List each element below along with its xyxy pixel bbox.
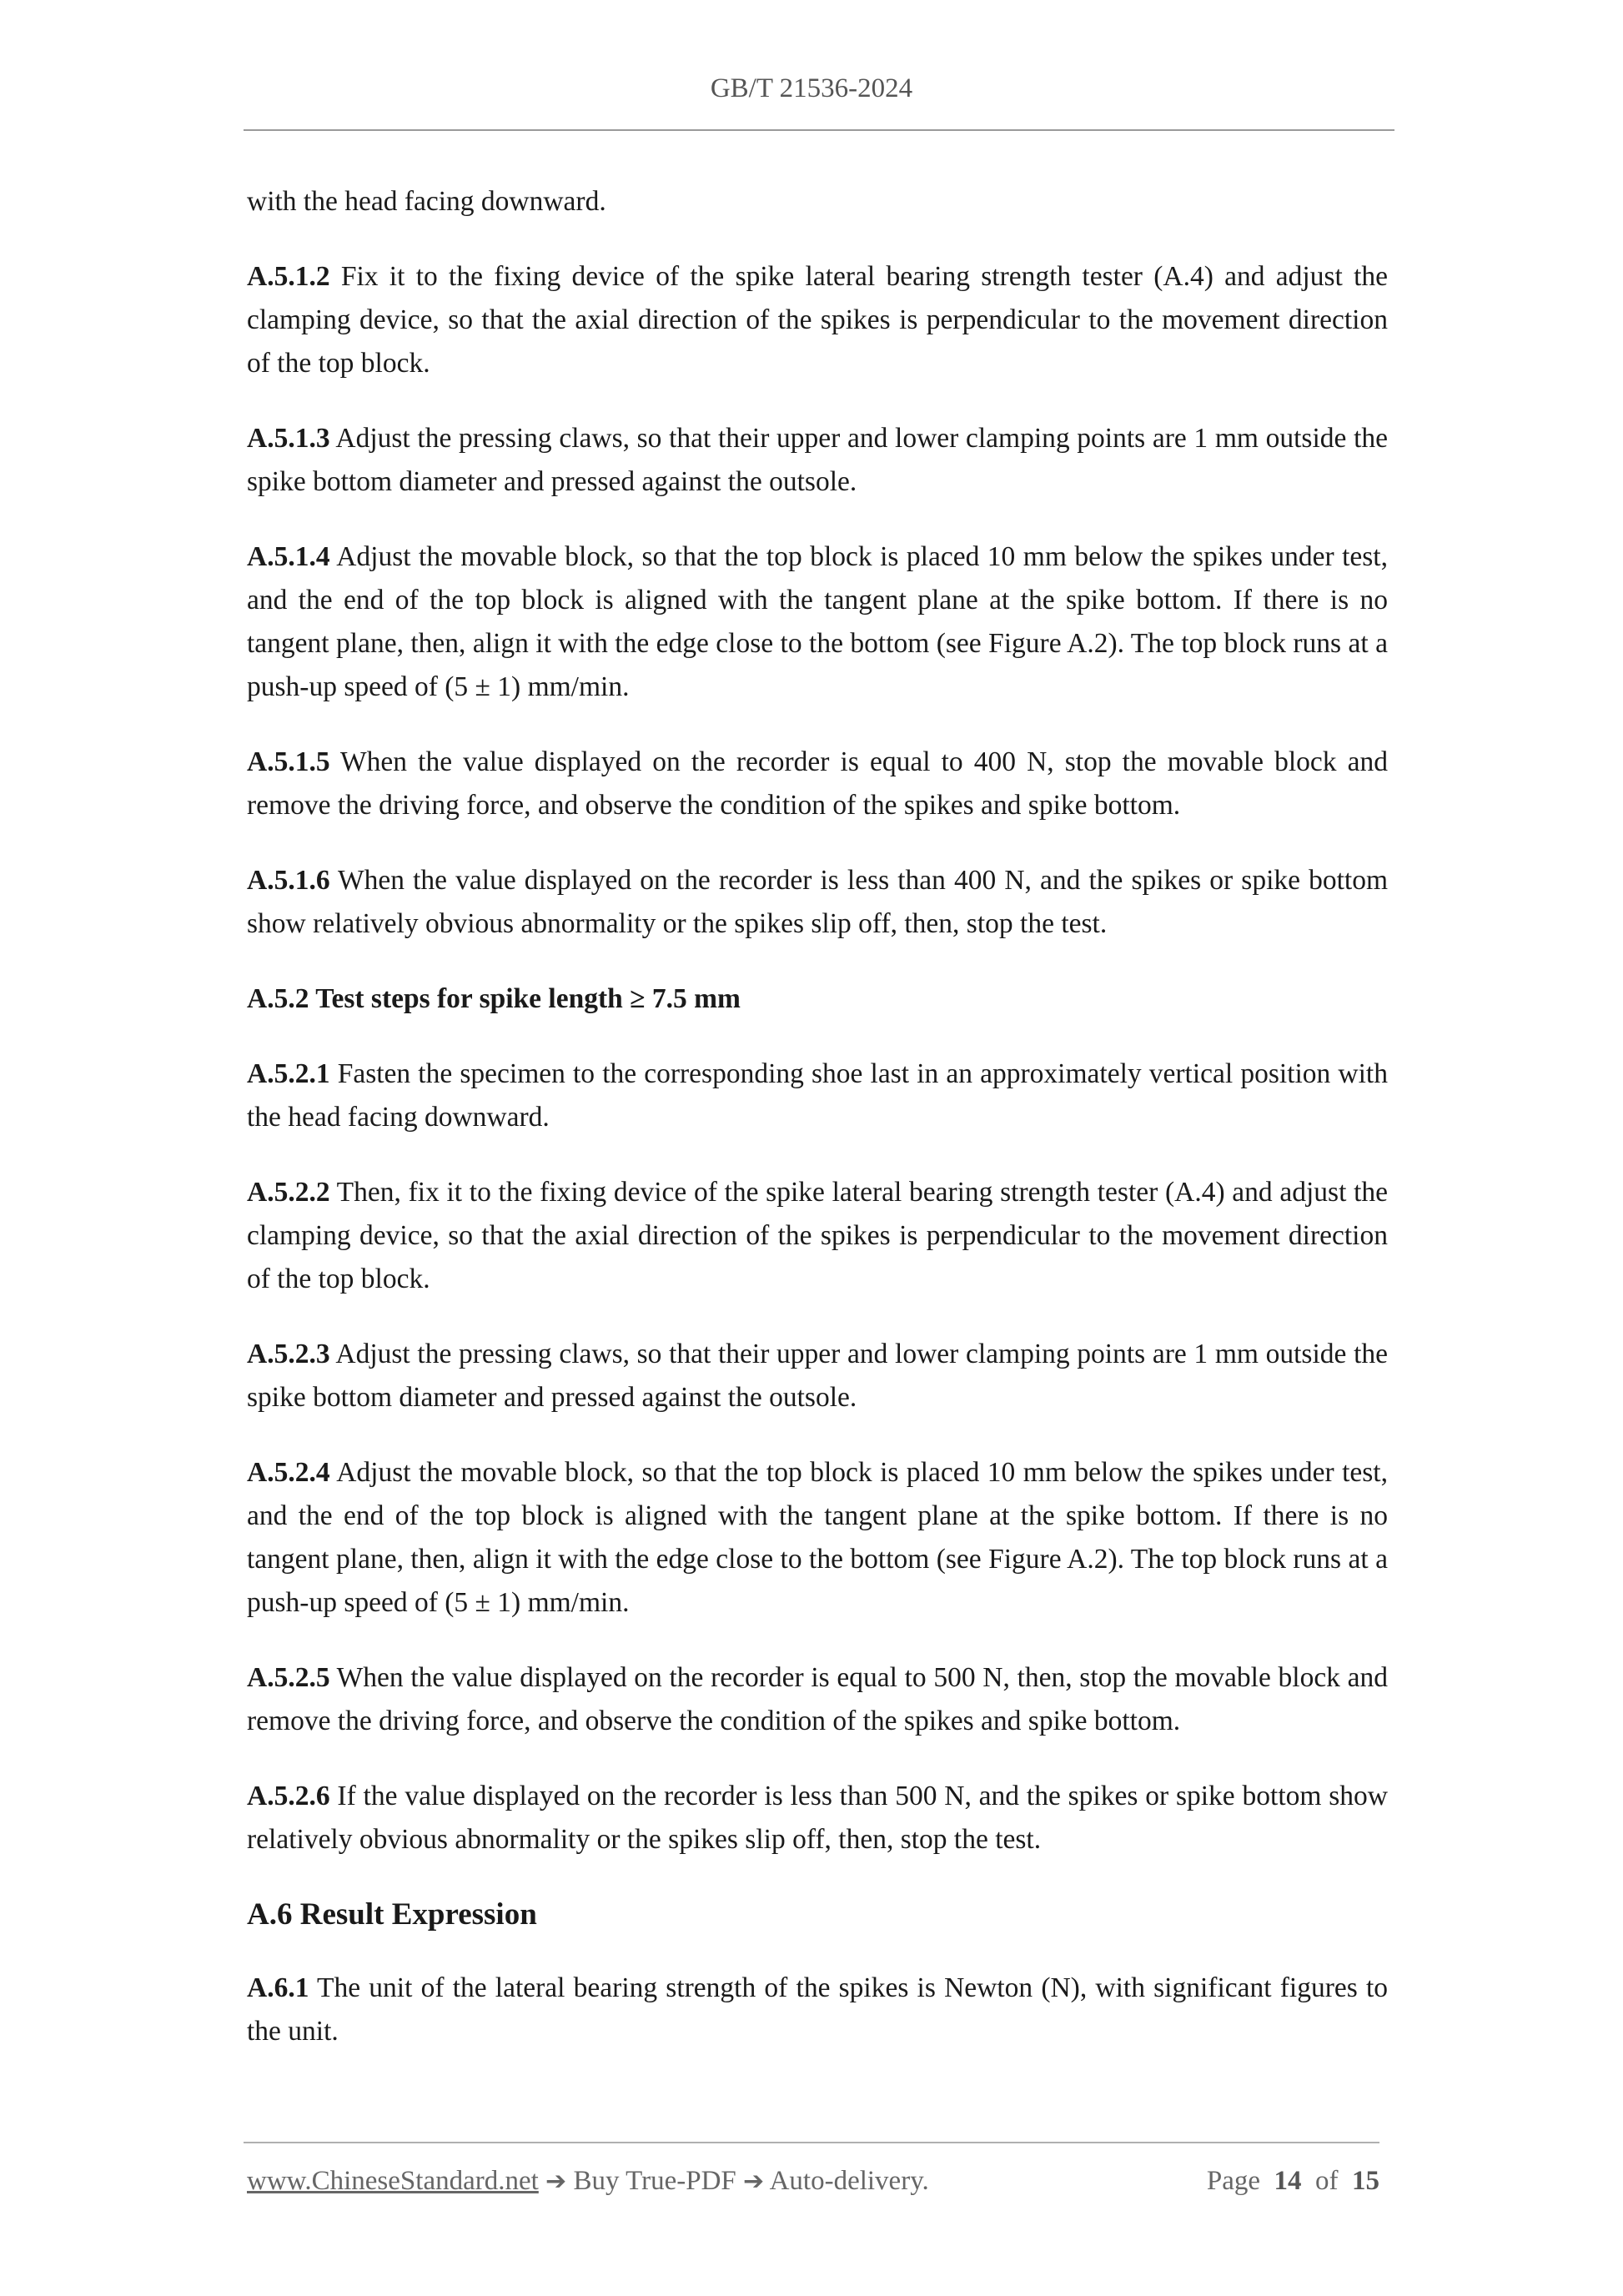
- continuation-text: with the head facing downward.: [247, 186, 606, 217]
- clause-number: A.5.1.3: [247, 423, 330, 454]
- clause-number: A.5.1.2: [247, 261, 330, 292]
- clause-text: If the value displayed on the recorder is less than 500 N, and the spikes or spike bottom show relatively obvious abnormality or the spikes slip off, then, stop the test.: [247, 1781, 1388, 1855]
- section-heading-a6: A.6 Result Expression: [247, 1897, 537, 1932]
- clause-a525: [247, 1656, 1388, 1743]
- clause-number: A.5.2.1: [247, 1058, 330, 1089]
- clause-number: A.5.2.5: [247, 1662, 330, 1693]
- arrow-right-icon: ➔: [743, 2167, 765, 2196]
- arrow-right-icon: ➔: [545, 2167, 567, 2196]
- clause-number: A.6.1: [247, 1972, 309, 2003]
- clause-text: Fix it to the fixing device of the spike lateral bearing strength tester (A.4) and adjust the clamping device, so that the axial direction of the spikes is perpendicular to the movement direction of the top block.: [247, 261, 1388, 379]
- clause-a516: [247, 859, 1388, 946]
- clause-a61: [247, 1967, 1388, 2053]
- clause-text: Then, fix it to the fixing device of the spike lateral bearing strength tester (A.4) and adjust the clamping device, so that the axial direction of the spikes is perpendicular to the movement direction of the top block.: [247, 1177, 1388, 1294]
- clause-number: A.5.2.3: [247, 1339, 330, 1369]
- clause-number: A.5.2.6: [247, 1781, 330, 1811]
- subsection-heading-a52: A.5.2 Test steps for spike length ≥ 7.5 mm: [247, 983, 741, 1014]
- clause-number: A.5.1.4: [247, 541, 330, 572]
- site-link[interactable]: www.ChineseStandard.net: [247, 2166, 539, 2196]
- clause-text: The unit of the lateral bearing strength of the spikes is Newton (N), with significant figures to the unit.: [247, 1972, 1388, 2047]
- clause-text: When the value displayed on the recorder is less than 400 N, and the spikes or spike bottom show relatively obvious abnormality or the spikes slip off, then, stop the test.: [247, 865, 1388, 939]
- page-label: Page: [1206, 2166, 1260, 2196]
- clause-a513: [247, 417, 1388, 504]
- page-indicator: [1207, 2163, 1379, 2198]
- document-body: [247, 180, 1388, 2085]
- clause-text: Adjust the pressing claws, so that their upper and lower clamping points are 1 mm outside the spike bottom diameter and pressed against the outsole.: [247, 1339, 1388, 1413]
- clause-a514: [247, 535, 1388, 709]
- clause-text: When the value displayed on the recorder is equal to 500 N, then, stop the movable block and remove the driving force, and observe the condition of the spikes and spike bottom.: [247, 1662, 1388, 1736]
- of-label: of: [1315, 2166, 1339, 2196]
- clause-a515: [247, 741, 1388, 827]
- footer-divider: [244, 2142, 1379, 2143]
- clause-text: Adjust the pressing claws, so that their upper and lower clamping points are 1 mm outside the spike bottom diameter and pressed against the outsole.: [247, 423, 1388, 497]
- clause-number: A.5.1.6: [247, 865, 330, 896]
- clause-text: When the value displayed on the recorder is equal to 400 N, stop the movable block and remove the driving force, and observe the condition of the spikes and spike bottom.: [247, 746, 1388, 821]
- page-number: 14: [1274, 2166, 1302, 2196]
- clause-number: A.5.1.5: [247, 746, 330, 777]
- clause-text: Adjust the movable block, so that the top block is placed 10 mm below the spikes under test, and the end of the top block is aligned with the tangent plane at the spike bottom. If there is no tangent plane, then, align it with the edge close to the bottom (see Figure A.2). The top block runs at a push-up speed of (5 ± 1) mm/min.: [247, 1457, 1388, 1618]
- clause-a522: [247, 1171, 1388, 1301]
- clause-number: A.5.2.2: [247, 1177, 330, 1208]
- clause-a512: [247, 255, 1388, 385]
- clause-number: A.5.2.4: [247, 1457, 330, 1488]
- footer-promo: [247, 2163, 929, 2199]
- page-total: 15: [1352, 2166, 1379, 2196]
- clause-a521: [247, 1053, 1388, 1139]
- clause-a523: [247, 1333, 1388, 1419]
- clause-text: Fasten the specimen to the corresponding shoe last in an approximately vertical position with the head facing downward.: [247, 1058, 1388, 1133]
- clause-a526: [247, 1775, 1388, 1861]
- clause-a524: [247, 1451, 1388, 1625]
- clause-text: Adjust the movable block, so that the top block is placed 10 mm below the spikes under test, and the end of the top block is aligned with the tangent plane at the spike bottom. If there is no tangent plane, then, align it with the edge close to the bottom (see Figure A.2). The top block runs at a push-up speed of (5 ± 1) mm/min.: [247, 541, 1388, 702]
- buy-text: Buy True-PDF: [566, 2166, 744, 2196]
- header-divider: [244, 129, 1394, 131]
- page-header-title: GB/T 21536-2024: [710, 73, 913, 103]
- delivery-text: Auto-delivery.: [764, 2166, 929, 2196]
